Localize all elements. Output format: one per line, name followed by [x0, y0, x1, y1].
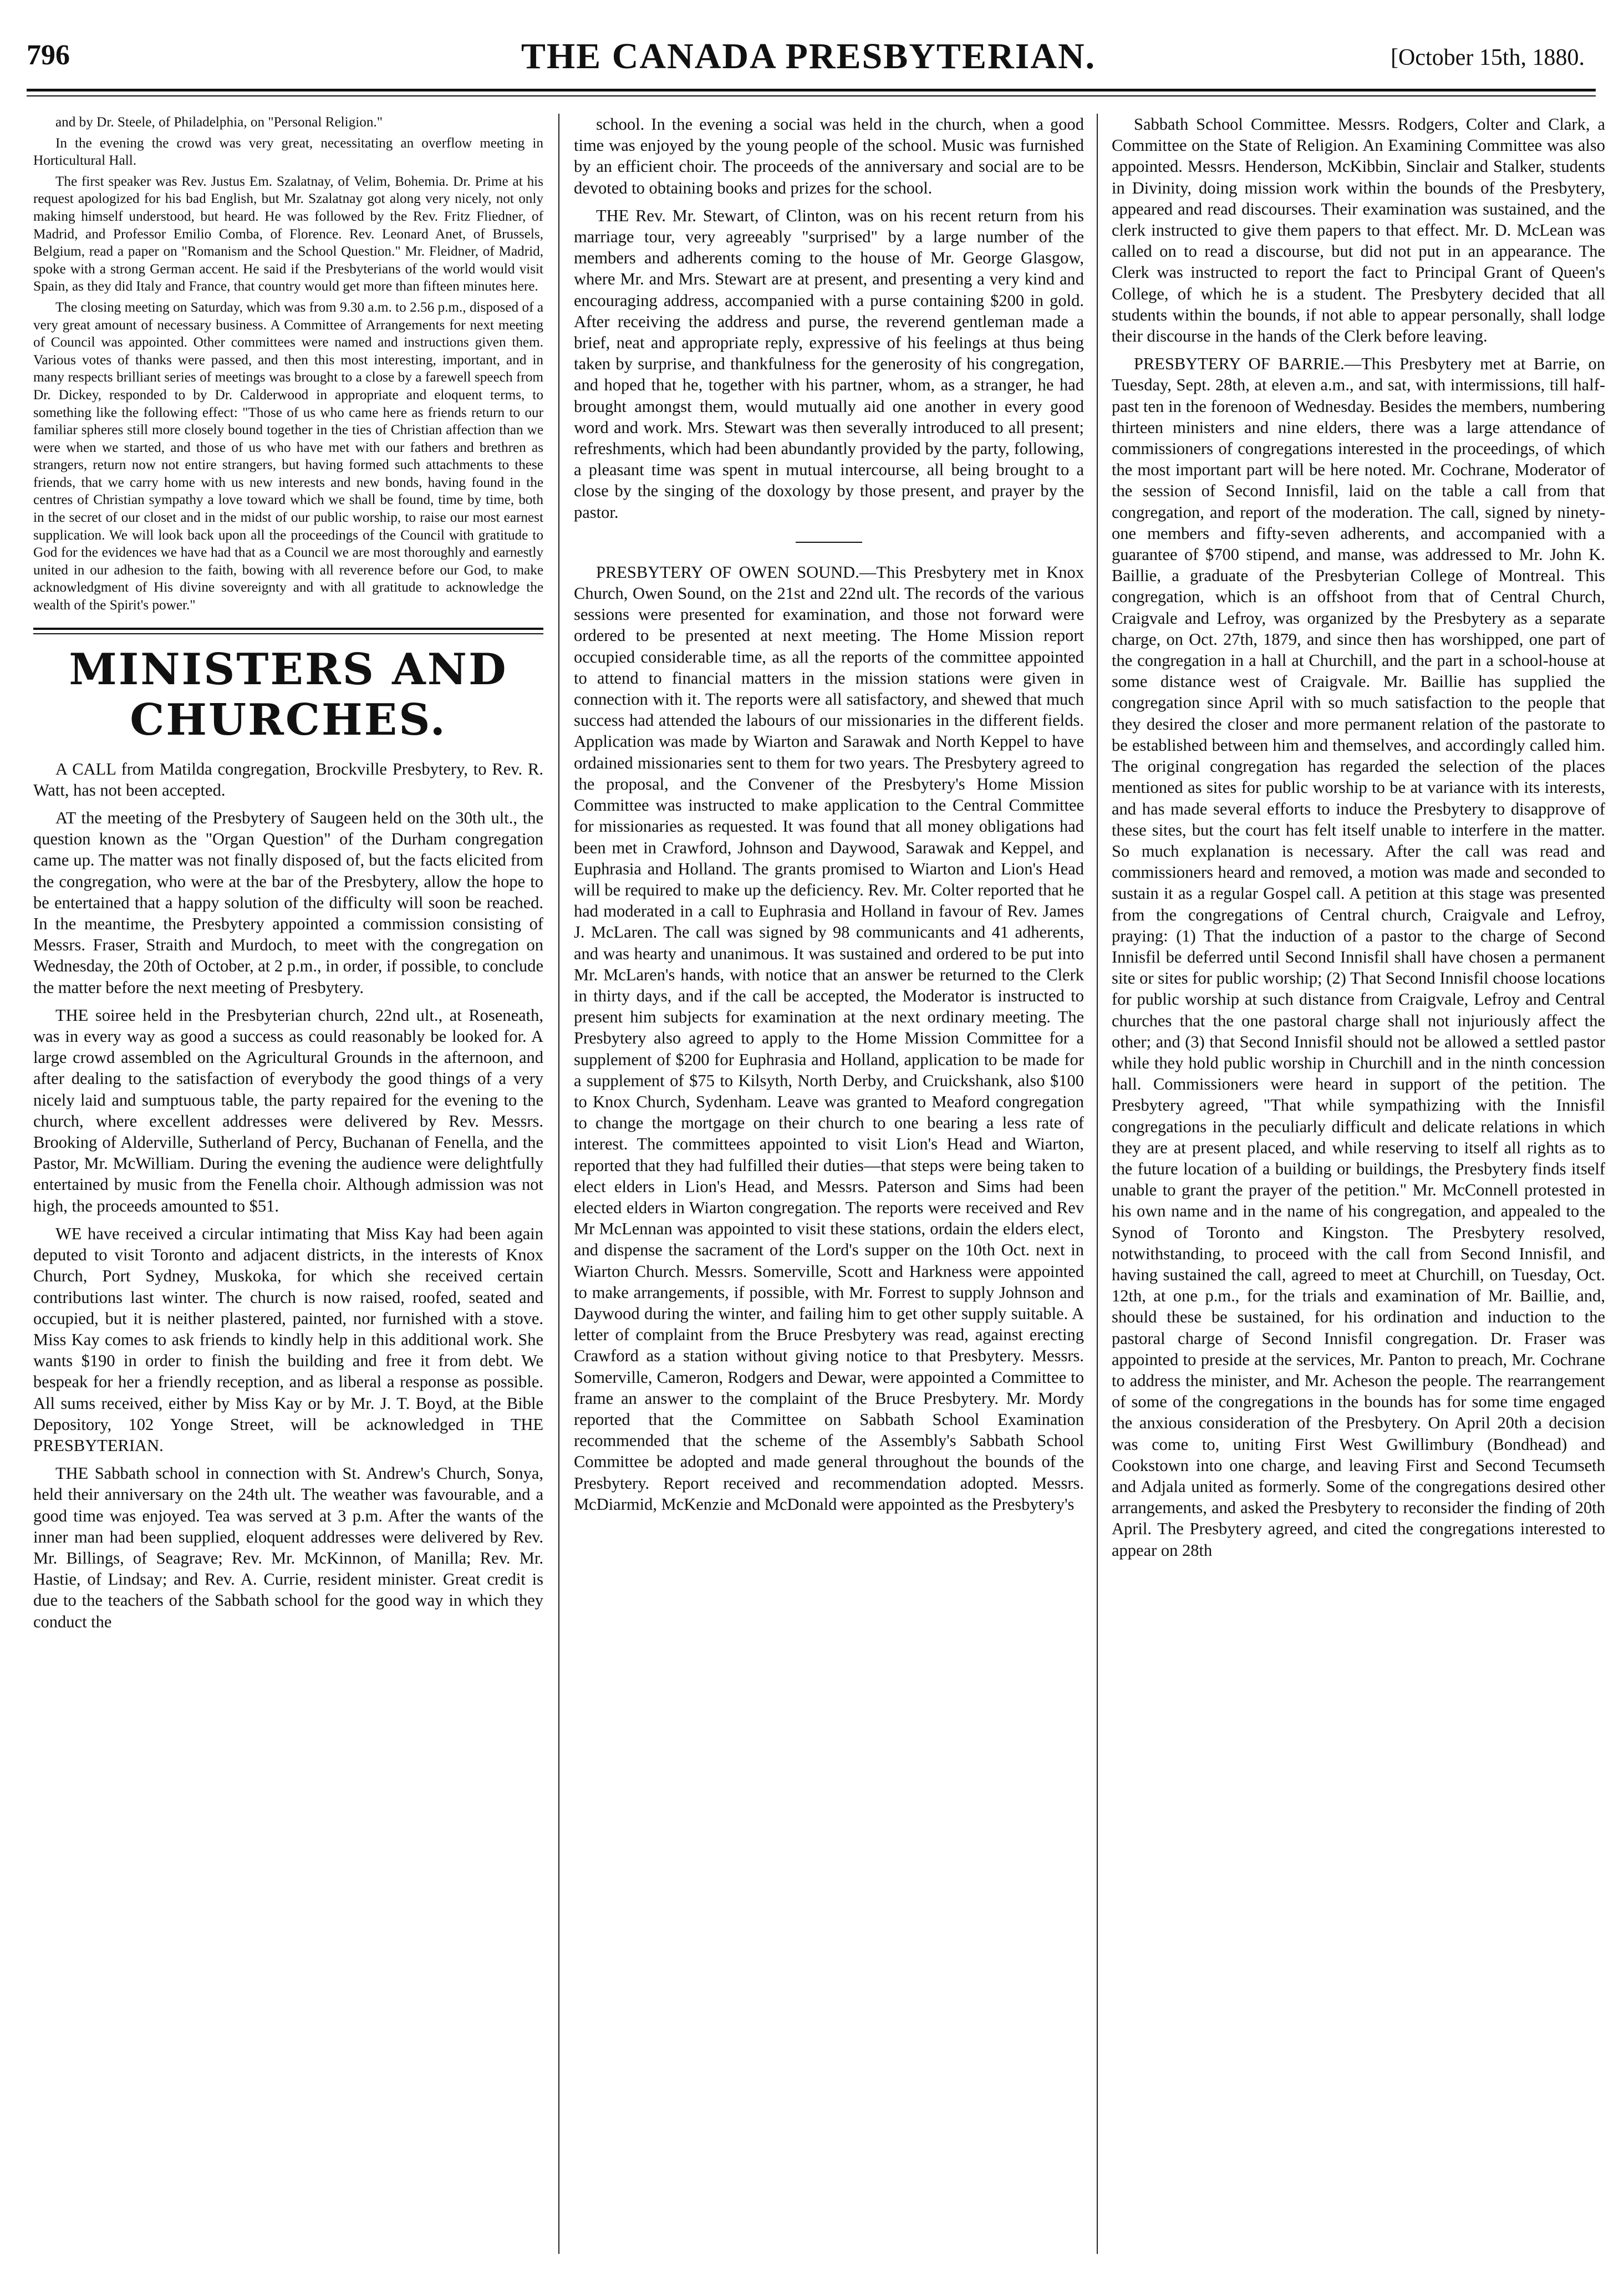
- header-rule: [27, 89, 1596, 91]
- paragraph: The first speaker was Rev. Justus Em. Szalatnay, of Velim, Bohemia. Dr. Prime at his request apologized for his bad English, but Mr. Szalatnay got along very nicely, not only making himself understood, but heard. He was followed by the Rev. Fritz Fliedner, of Madrid, and Professor Emilio Comba, of Florence. Rev. Leonard Anet, of Brussels, Belgium, read a paper on "Romanism and the School Question." Mr. Fleidner, of Madrid, spoke with a strong German accent. He said if the Presbyterians of the world would visit Spain, as they did Italy and France, that country would get more than fifteen minutes here.: [33, 174, 543, 294]
- header-rule-thin: [27, 95, 1596, 96]
- paragraph: school. In the evening a social was held in the church, when a good time was enjoyed by the young people of the school. Music was furnished by an efficient choir. The proceeds of the anniversary and social are to be devoted to obtaining books and prizes for the school.: [574, 115, 1084, 197]
- paragraph: WE have received a circular intimating that Miss Kay had been again deputed to visit Toronto and adjacent districts, in the interests of Knox Church, Port Sydney, Muskoka, for which she received certain contributions last winter. The church is now raised, roofed, seated and occupied, but it is neither plastered, painted, nor furnished with a stove. Miss Kay comes to ask friends to kindly help in this additional work. She wants $190 in order to finish the building and free it from debt. We bespeak for her a friendly reception, and as liberal a response as possible. All sums received, either by Miss Kay or by Mr. J. T. Boyd, at the Bible Depository, 102 Yonge Street, will be acknowledged in THE PRESBYTERIAN.: [33, 1224, 543, 1455]
- column-2: [574, 114, 1084, 2254]
- paragraph: THE Rev. Mr. Stewart, of Clinton, was on his recent return from his marriage tour, very agreeably "surprised" by a large number of the members and adherents coming to the house of Mr. George Glasgow, where Mr. and Mrs. Stewart are at present, and presenting a very kind and encouraging address, accompanied with a purse containing $200 in gold. After receiving the address and purse, the reverend gentleman made a brief, neat and appropriate reply, expressive of his feelings at thus being taken by surprise, and thankfulness for the generosity of his congregation, and hoped that he, together with his partner, whom, as a stranger, he had brought amongst them, would mutually aid one another in every good word and work. Mrs. Stewart was then severally introduced to all present; refreshments, which had been abundantly provided by the party, following, a pleasant time was spent in mutual intercourse, all being brought to a close by the singing of the doxology by those present, and prayer by the pastor.: [574, 206, 1084, 522]
- council-report: [33, 114, 543, 614]
- page-header: [27, 28, 1590, 94]
- paragraph: and by Dr. Steele, of Philadelphia, on "Personal Religion.": [55, 115, 383, 130]
- column-divider: [558, 114, 559, 2254]
- paragraph: AT the meeting of the Presbytery of Saugeen held on the 30th ult., the question known as the "Organ Question" of the Durham congregation came up. The matter was not finally disposed of, but the facts elicited from the congregation, who were at the bar of the Presbytery, allow the hope to be entertained that a happy solution of the difficulty will soon be reached. In the meantime, the Presbytery appointed a commission consisting of Messrs. Fraser, Straith and Murdoch, to meet with the congregation on Wednesday, the 20th of October, at 2 p.m., in order, if possible, to conclude the matter before the next meeting of Presbytery.: [33, 808, 543, 997]
- section-separator: [33, 628, 543, 634]
- paragraph: A CALL from Matilda congregation, Brockville Presbytery, to Rev. R. Watt, has not been accepted.: [33, 759, 543, 800]
- paragraph: The closing meeting on Saturday, which was from 9.30 a.m. to 2.56 p.m., disposed of a very great amount of necessary business. A Committee of Arrangements for next meeting of Council was appointed. Other committees were named and instructions given them. Various votes of thanks were passed, and then this most interesting, important, and in many respects brilliant series of meetings was brought to a close by a farewell speech from Dr. Dickey, responded to by Dr. Calderwood in appropriate and eloquent terms, to something like the following effect: "Those of us who came here as friends return to our familiar spheres still more closely bound together in the ties of Christian affection than we were when we started, and those of us who have met with our fathers and brethren as strangers, return now not entire strangers, but having formed such attachments to these friends, that we carry home with us new interests and new bonds, having found in the centres of Christian sympathy a love toward which we shall be found, time by time, both in the secret of our closet and in the midst of our public worship, to raise our most earnest supplication. We will look back upon all the proceedings of the Council with gratitude to God for the evidences we have had that as a Council we are most thoroughly and earnestly united in our adhesion to the faith, bowing with all reverence before our God, to make acknowledgment of His divine sovereignty and with all gratitude to acknowledge the wealth of the Spirit's power.": [33, 299, 543, 613]
- section-heading: MINISTERS AND CHURCHES.: [69, 644, 508, 745]
- article-divider: [796, 542, 862, 543]
- paragraph: THE Sabbath school in connection with St. Andrew's Church, Sonya, held their anniversary on the 24th ult. The weather was favourable, and a good time was enjoyed. Tea was served at 3 p.m. After the wants of the inner man had been supplied, eloquent addresses were delivered by Rev. Mr. Billings, of Seagrave; Rev. Mr. McKinnon, of Manilla; Rev. Mr. Hastie, of Lindsay; and Rev. A. Currie, resident minister. Great credit is due to the teachers of the Sabbath school for the good way in which they conduct the: [33, 1464, 543, 1631]
- paragraph: In the evening the crowd was very great, necessitating an overflow meeting in Horticultural Hall.: [33, 135, 543, 169]
- column-3: [1112, 114, 1605, 2254]
- column-divider: [1097, 114, 1098, 2254]
- paragraph: THE soiree held in the Presbyterian church, 22nd ult., at Roseneath, was in every way as good a success as could reasonably be looked for. A large crowd assembled on the Agricultural Grounds in the afternoon, and after dealing to the satisfaction of everybody the good things of a very nicely laid and sumptuous table, the party repaired for the evening to the church, where excellent addresses were delivered by Rev. Messrs. Brooking of Alderville, Sutherland of Percy, Buchanan of Fenella, and the Pastor, Mr. McWilliam. During the evening the audience were delightfully entertained by music from the Fenella choir. Although admission was not high, the proceeds amounted to $51.: [33, 1005, 543, 1215]
- column-1: [33, 114, 543, 2254]
- paragraph: PRESBYTERY OF OWEN SOUND.—This Presbytery met in Knox Church, Owen Sound, on the 21st and 22nd ult. The records of the various sessions were presented for examination, and those not forward were ordered to be presented at next meeting. The Home Mission report occupied considerable time, as all the reports of the committee appointed to attend to financial matters in the mission stations were given in connection with it. The reports were all satisfactory, and shewed that much success had attended the labours of our missionaries in the different fields. Application was made by Wiarton and Sarawak and North Keppel to have ordained missionaries sent to them for two years. The Presbytery agreed to the proposal, and the Convener of the Presbytery's Home Mission Committee was instructed to make application to the Central Committee for missionaries as requested. It was found that all money obligations had been met in Crawford, Johnson and Daywood, Sarawak and Keppel, and Euphrasia and Holland. The grants promised to Wiarton and Lion's Head will be required to make up the deficiency. Rev. Mr. Colter reported that he had moderated in a call to Euphrasia and Holland in favour of Rev. James J. McLaren. The call was signed by 98 communicants and 41 adherents, and was hearty and unanimous. It was sustained and ordered to be put into Mr. McLaren's hands, with notice that an answer be returned to the Clerk in thirty days, and if the call be accepted, the Moderator is instructed to present him subjects for examination at the next ordinary meeting. The Presbytery also agreed to apply to the Home Mission Committee for a supplement of $200 for Euphrasia and Holland, application to be made for a supplement of $75 to Kilsyth, North Derby, and Cruickshank, also $100 to Knox Church, Sydenham. Leave was granted to Meaford congregation to change the mortgage on their church to one bearing a less rate of interest. The committees appointed to visit Lion's Head and Wiarton, reported that they had fulfilled their duties—that steps were being taken to elect elders in Lion's Head, and Messrs. Paterson and Sims had been elected elders in Wiarton congregation. The reports were received and Rev Mr McLennan was appointed to visit these stations, ordain the elders elect, and dispense the sacrament of the Lord's supper on the 10th Oct. next in Wiarton Church. Messrs. Somerville, Scott and Harkness were appointed to make arrangements, if possible, with Mr. Forrest to supply Johnson and Daywood during the winter, and failing him to get other supply suitable. A letter of complaint from the Bruce Presbytery was read, against erecting Crawford as a station without giving notice to that Presbytery. Messrs. Somerville, Cameron, Rodgers and Dewar, were appointed a Committee to frame an answer to the complaint of the Bruce Presbytery. Mr. Mordy reported that the Committee on Sabbath School Examination recommended that the scheme of the Assembly's Sabbath School Committee be adopted and made general throughout the bounds of the Presbytery. Report received and recommendation adopted. Messrs. McDiarmid, McKenzie and McDonald were appointed as the Presbytery's: [574, 562, 1084, 1514]
- page-number: 796: [27, 39, 70, 71]
- paragraph: Sabbath School Committee. Messrs. Rodgers, Colter and Clark, a Committee on the State of Religion. An Examining Committee was also appointed. Messrs. Henderson, McKibbin, Sinclair and Stalker, students in Divinity, doing mission work within the bounds of the Presbytery, appeared and read discourses. Their examination was sustained, and the clerk instructed to give them papers to that effect. Mr. D. McLean was called on to read a discourse, but did not put in an appearance. The Clerk was instructed to report the fact to Principal Grant of Queen's College, of which he is a student. The Presbytery decided that all students within the bounds, if not able to appear personally, shall lodge their discourse in the hands of the Clerk before leaving.: [1112, 115, 1605, 346]
- newspaper-title: THE CANADA PRESBYTERIAN.: [521, 36, 1096, 77]
- paragraph: PRESBYTERY OF BARRIE.—This Presbytery met at Barrie, on Tuesday, Sept. 28th, at eleven a.m., and sat, with intermissions, till half-past ten in the forenoon of Wednesday. Besides the members, numbering thirteen ministers and nine elders, there was a large attendance of commissioners of congregations interested in the proceedings, of which the most important part will be here noted. Mr. Cochrane, Moderator of the session of Second Innisfil, laid on the table a call from that congregation, and report of the moderation. The call, signed by ninety-one members and fifty-seven adherents, and accompanied with a guarantee of $700 stipend, and manse, was addressed to Mr. John K. Baillie, a graduate of the Presbyterian College of Montreal. This congregation, which is an offshoot from that of Central Church, Craigvale and Lefroy, was organized by the Presbytery as a separate charge, on Oct. 27th, 1879, and since then has worshipped, one part of the congregation in a hall at Churchill, and the part in a school-house at some distance west of Craigvale. Mr. Baillie has supplied the congregation since April with so much satisfaction to the people that they desired the closer and more permanent relation of the pastorate to be established between him and themselves, and accordingly called him. The original congregation has regarded the selection of the places mentioned as sites for public worship to be at variance with its interests, and has made several efforts to induce the Presbytery to disapprove of these sites, but the court has felt itself unable to interfere in the matter. So much explanation is necessary. After the call was read and commissioners heard and removed, a motion was made and seconded to sustain it as a regular Gospel call. A petition at this stage was presented from the congregations of Central church, Craigvale and Lefroy, praying: (1) That the induction of a pastor to the charge of Second Innisfil be deferred until Second Innisfil shall have chosen a permanent site or sites for public worship; (2) That Second Innisfil choose locations for public worship at such distance from Craigvale, Lefroy and Central churches that the one pastoral charge shall not injuriously affect the other; and (3) that Second Innisfil should not be allowed a settled pastor while they hold public worship in Churchill and in the ninth concession hall. Commissioners were heard in support of the petition. The Presbytery agreed, "That while sympathizing with the Innisfil congregations in the peculiarly difficult and delicate relations in which they are at present placed, and while reserving to itself all rights as to the future location of a building or buildings, the Presbytery finds itself unable to grant the prayer of the petition." Mr. McConnell protested in his own name and in the name of his congregation, and appealed to the Synod of Toronto and Kingston. The Presbytery resolved, notwithstanding, to proceed with the call from Second Innisfil, and having sustained the call, agreed to meet at Churchill, on Tuesday, Oct. 12th, at one p.m., for the trials and examination of Mr. Baillie, and, should these be sustained, for his ordination and induction to the pastoral charge of Second Innisfil congregation. Dr. Fraser was appointed to preside at the services, Mr. Panton to preach, Mr. Cochrane to address the minister, and Mr. Acheson the people. The rearrangement of some of the congregations in the bounds has for some time engaged the anxious consideration of the Presbytery. On April 20th a decision was come to, uniting First West Gwillimbury (Bondhead) and Cookstown into one charge, and leaving First and Second Tecumseth and Adjala united as formerly. Some of the congregations desired other arrangements, and asked the Presbytery to reconsider the finding of 20th April. The Presbytery agreed, and cited the congregations interested to appear on 28th: [1112, 354, 1605, 1560]
- issue-date: [October 15th, 1880.: [1391, 45, 1585, 70]
